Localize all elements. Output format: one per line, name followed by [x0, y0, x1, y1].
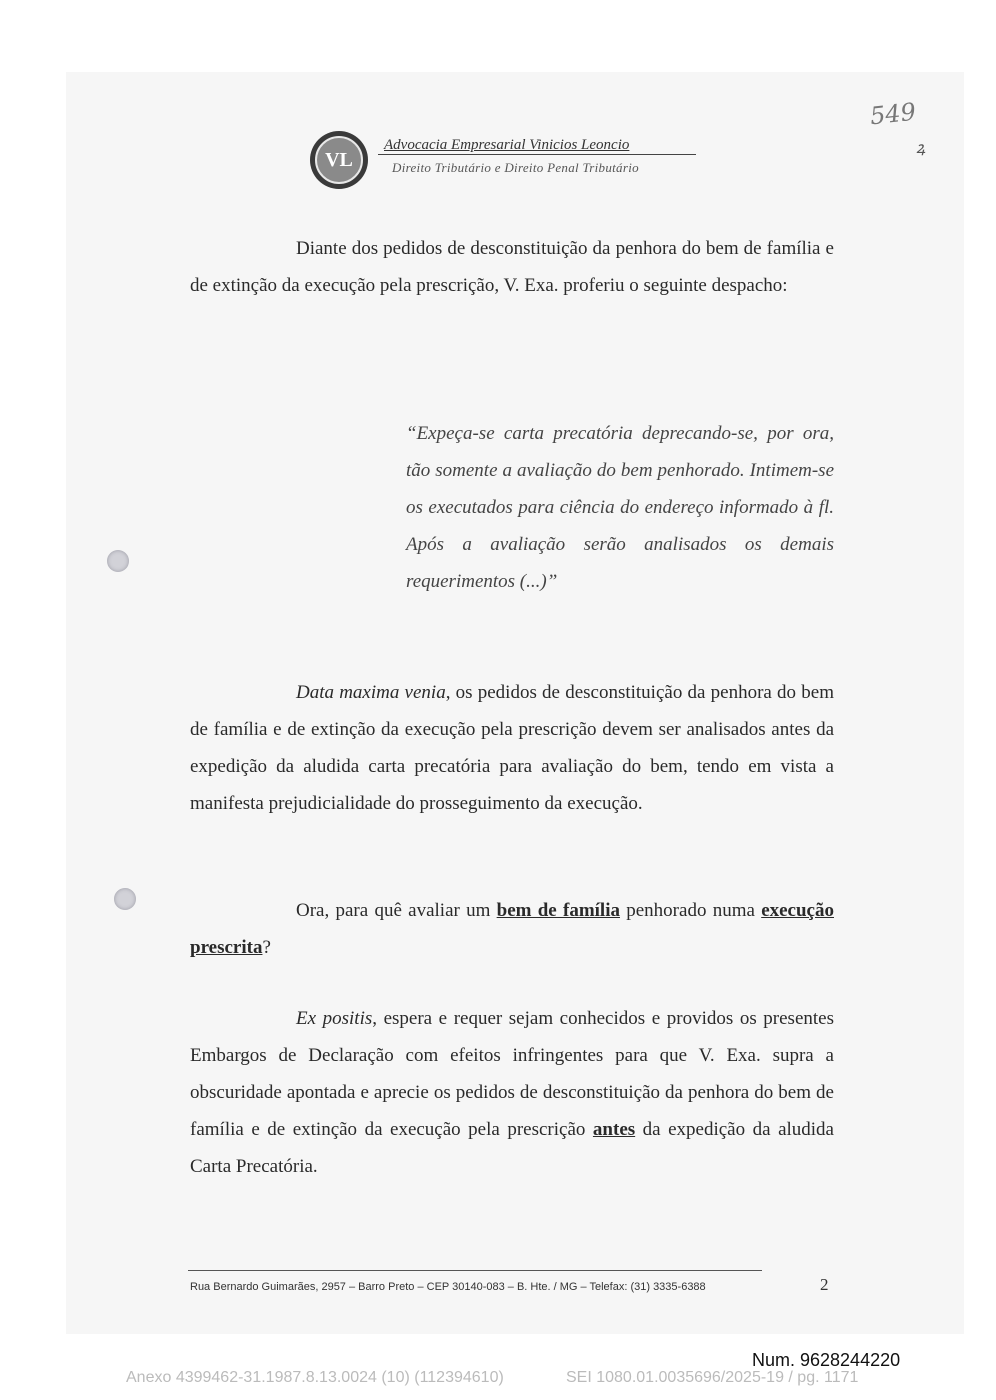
firm-name: Advocacia Empresarial Vinicios Leoncio — [384, 137, 630, 153]
question-text-2: penhorado numa — [619, 900, 762, 921]
paragraph-argument — [190, 674, 834, 822]
punch-hole — [107, 550, 129, 572]
latin-ex-positis: Ex positis — [296, 1008, 373, 1029]
document-num-stamp: Num. 9628244220 — [752, 1350, 901, 1370]
annex-stamp: Anexo 4399462-31.1987.8.13.0024 (10) (112394610) — [126, 1369, 504, 1386]
request-text-1: , espera e requer sejam conhecidos e providos os presentes Embargos de Declaração com efeitos infringentes para que V. Exa. supra a obscuridade apontada e aprecie os pedidos de desconstituição da penhora do bem de família e de extinção da execução pela prescrição — [190, 1008, 834, 1140]
emphasis-execucao-prescrita: execução prescrita — [190, 900, 834, 958]
latin-phrase: Data maxima venia — [296, 682, 446, 703]
paragraph-request — [190, 1000, 834, 1185]
paragraph-intro: Diante dos pedidos de desconstituição da penhora do bem de família e de extinção da execução pela prescrição, V. Exa. proferiu o seguinte despacho: — [190, 238, 834, 296]
footer-address: Rua Bernardo Guimarães, 2957 – Barro Preto – CEP 30140-083 – B. Hte. / MG – Telefax: (31) 3335-6388 — [190, 1281, 706, 1293]
quoted-dispatch: “Expeça-se carta precatória deprecando-se, por ora, tão somente a avaliação do bem penhorado. Intimem-se os executados para ciência do endereço informado à fl. Após a avaliação serão analisados os demais requerimentos (...)” — [406, 423, 834, 592]
question-text-1: Ora, para quê avaliar um — [296, 900, 497, 921]
logo-monogram: VL — [315, 136, 363, 184]
emphasis-bem-de-familia: bem de família — [496, 900, 620, 921]
firm-logo — [310, 131, 368, 189]
folio-mark: ꝝ — [916, 138, 926, 157]
paragraph-argument-text: , os pedidos de desconstituição da penhora do bem de família e de extinção da execução pela prescrição devem ser analisados antes da expedição da aludida carta precatória para avaliação do bem, tendo em vista a manifesta prejudicialidade do prosseguimento da execução. — [190, 682, 834, 814]
folio-number: 549 — [868, 97, 918, 131]
sei-stamp: SEI 1080.01.0035696/2025-19 / pg. 1171 — [566, 1369, 859, 1386]
question-mark: ? — [262, 937, 271, 958]
punch-hole — [114, 888, 136, 910]
request-text-2: da expedição da aludida Carta Precatória. — [190, 1119, 834, 1177]
footer-divider — [188, 1270, 762, 1271]
firm-subtitle: Direito Tributário e Direito Penal Tributário — [392, 160, 639, 175]
emphasis-antes: antes — [592, 1119, 636, 1140]
paragraph-question — [190, 892, 834, 966]
header-divider — [378, 154, 696, 155]
page-number: 2 — [820, 1275, 829, 1294]
